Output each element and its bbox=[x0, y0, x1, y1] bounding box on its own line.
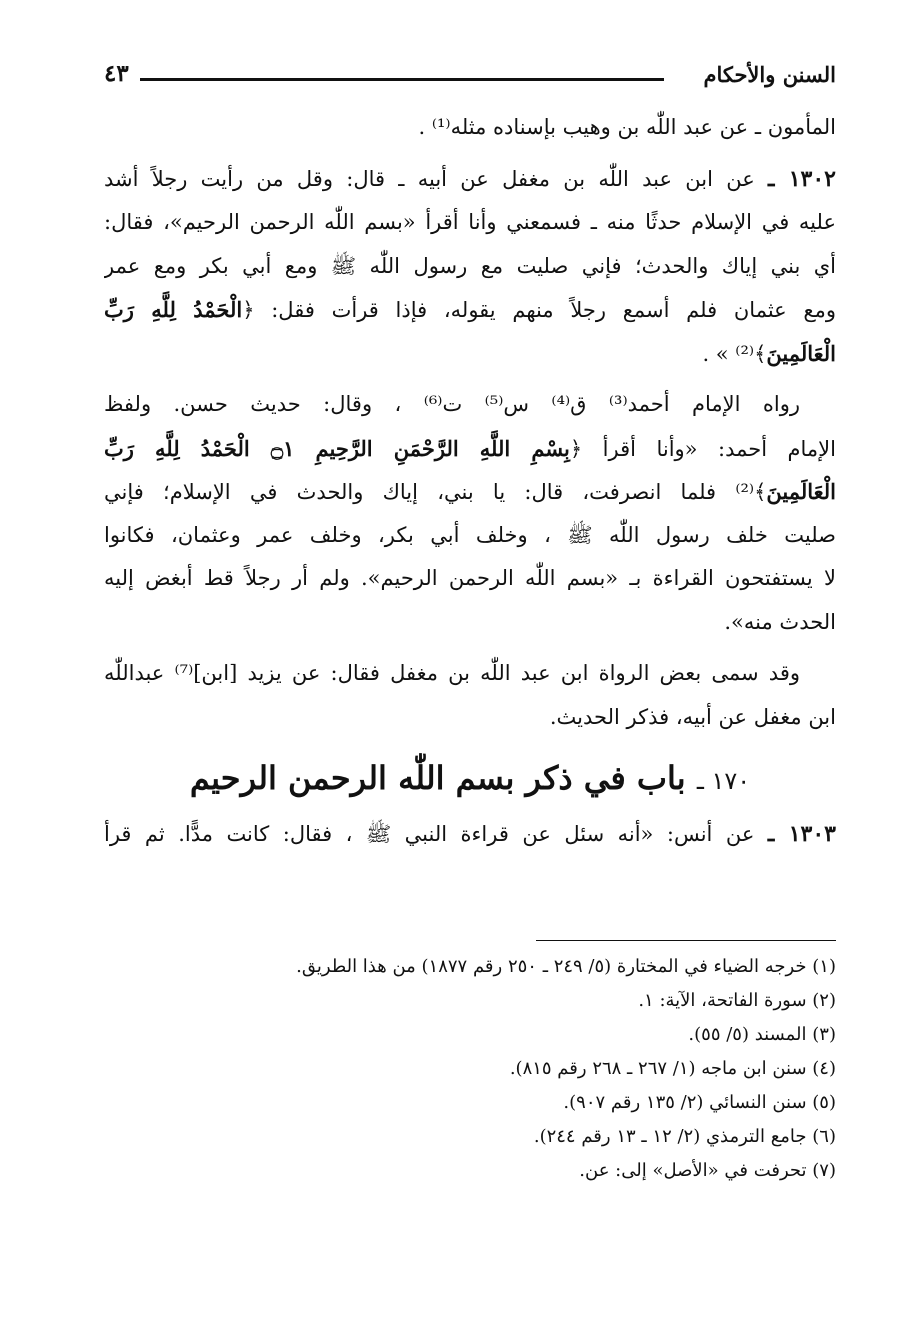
footnote: (٣) المسند (٥/ ٥٥). bbox=[688, 1024, 836, 1045]
section-heading: باب في ذكر بسم اللّٰه الرحمن الرحيم bbox=[189, 759, 686, 797]
text-line bbox=[104, 427, 836, 471]
hadith-number: ١٣٠٣ ـ bbox=[767, 821, 836, 847]
quran-verse: الْحَمْدُ لِلَّهِ رَبِّ bbox=[104, 297, 243, 322]
text-line: الحدث منه». bbox=[724, 609, 836, 634]
text-line bbox=[104, 332, 836, 376]
page-header bbox=[104, 62, 836, 96]
text-line: وقد سمى بعض الرواة ابن عبد اللّٰه بن مغفل فقال: عن يزيد [ابن]⁽⁷⁾ عبداللّٰه bbox=[104, 661, 801, 685]
text-span: ﴾⁽²⁾ » . bbox=[702, 341, 767, 366]
text-span: الإمام أحمد: «وأنا أقرأ ﴿ bbox=[569, 436, 836, 461]
text-line: ابن مغفل عن أبيه، فذكر الحديث. bbox=[549, 704, 836, 729]
text-line bbox=[104, 470, 836, 514]
running-head: السنن والأحكام bbox=[703, 62, 836, 87]
footnote: (٤) سنن ابن ماجه (١/ ٢٦٧ ـ ٢٦٨ رقم ٨١٥). bbox=[509, 1058, 836, 1079]
text-span: ﴾⁽²⁾ فلما انصرفت، قال: يا بني، إياك والحدث في الإسلام؛ فإني bbox=[104, 480, 767, 504]
hadith-1302-line bbox=[104, 158, 836, 202]
quran-verse: بِسْمِ اللَّهِ الرَّحْمَنِ الرَّحِيمِ ۝١ الْحَمْدُ لِلَّهِ رَبِّ bbox=[104, 435, 570, 461]
text-line: أي بني إياك والحدث؛ فإني صليت مع رسول اللّٰه ﷺ ومع أبي بكر ومع عمر bbox=[104, 253, 836, 278]
footnote: (١) خرجه الضياء في المختارة (٥/ ٢٤٩ ـ ٢٥٠ رقم ١٨٧٧) من هذا الطريق. bbox=[296, 956, 836, 977]
text-span: ومع عثمان فلم أسمع رجلاً منهم يقوله، فإذا قرأت فقل: ﴿ bbox=[242, 298, 836, 322]
text-line: لا يستفتحون القراءة بـ «بسم اللّٰه الرحمن الرحيم». ولم أر رجلاً قط أبغض إليه bbox=[104, 566, 836, 590]
footnote: (٦) جامع الترمذي (٢/ ١٢ ـ ١٣ رقم ٢٤٤). bbox=[533, 1126, 836, 1147]
section-number: ١٧٠ ـ bbox=[696, 767, 751, 795]
footnote: (٢) سورة الفاتحة، الآية: ١. bbox=[638, 990, 836, 1011]
text-line: رواه الإمام أحمد⁽³⁾ ق⁽⁴⁾ س⁽⁵⁾ ت⁽⁶⁾ ، وقال: حديث حسن. ولفظ bbox=[104, 392, 800, 416]
body-text bbox=[104, 106, 836, 857]
quran-verse: الْعَالَمِينَ bbox=[766, 340, 836, 366]
section-title bbox=[104, 743, 836, 813]
page-number: ٤٣ bbox=[104, 60, 129, 87]
text-line: المأمون ـ عن عبد اللّٰه بن وهيب بإسناده مثله⁽¹⁾ . bbox=[418, 115, 836, 139]
footnote-rule bbox=[536, 940, 836, 941]
footnote: (٧) تحرفت في «الأصل» إلى: عن. bbox=[579, 1160, 836, 1181]
footnotes bbox=[136, 950, 836, 1188]
header-rule bbox=[140, 78, 664, 81]
quran-verse: الْعَالَمِينَ bbox=[766, 479, 836, 504]
text-span: عن أنس: «أنه سئل عن قراءة النبي ﷺ ، فقال: كانت مدًّا. ثم قرأ bbox=[104, 822, 755, 846]
hadith-number: ١٣٠٢ ـ bbox=[768, 165, 836, 192]
text-line: عليه في الإسلام حدثًا منه ـ فسمعني وأنا أقرأ «بسم اللّٰه الرحمن الرحيم»، فقال: bbox=[104, 210, 836, 234]
text-line bbox=[104, 288, 836, 332]
text-span: عن ابن عبد اللّٰه بن مغفل عن أبيه ـ قال: وقل من رأيت رجلاً أشد bbox=[104, 166, 755, 191]
hadith-1303-line bbox=[104, 813, 836, 857]
footnote: (٥) سنن النسائي (٢/ ١٣٥ رقم ٩٠٧). bbox=[563, 1092, 836, 1113]
text-line: صليت خلف رسول اللّٰه ﷺ ، وخلف أبي بكر، وخلف عمر وعثمان، فكانوا bbox=[104, 522, 836, 547]
